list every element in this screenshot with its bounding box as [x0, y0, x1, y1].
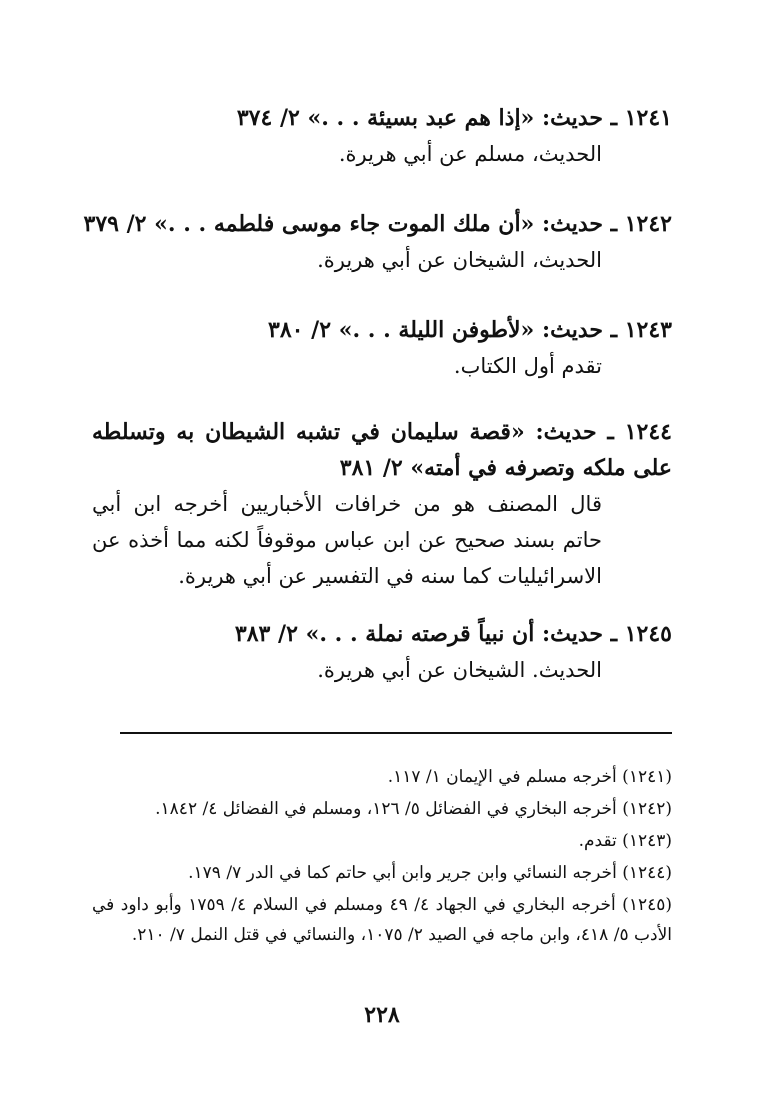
entry-text: الحديث، مسلم عن أبي هريرة.: [338, 142, 602, 166]
entry-text: الحديث، الشيخان عن أبي هريرة.: [317, 248, 602, 272]
footnotes: [92, 762, 672, 952]
entry-text: قال المصنف هو من خرافات الأخباريين أخرجه ابن أبي حاتم بسند صحيح عن ابن عباس موقوفاً لكنه مما أخذه عن الاسرائيليات كما سنه في التفسير عن أبي هريرة.: [92, 492, 602, 588]
entry-heading: ١٢٤١ ـ حديث: «إذا هم عبد بسيئة . . .» ٢/ ٣٧٤: [236, 105, 672, 131]
footnote-1245: (١٢٤٥) أخرجه البخاري في الجهاد ٤/ ٤٩ ومسلم في السلام ٤/ ١٧٥٩ وأبو داود في الأدب ٥/ ٤١٨، وابن ماجه في الصيد ٢/ ١٠٧٥، والنسائي في قتل النمل ٧/ ٢١٠.: [92, 895, 672, 945]
entry-text: الحديث. الشيخان عن أبي هريرة.: [317, 658, 602, 682]
hadith-entry-1245: [92, 616, 672, 688]
hadith-entry-1243: [92, 312, 672, 384]
footnote-divider: [120, 732, 672, 734]
page-number: ٢٢٨: [364, 1002, 400, 1028]
footnote-1241: (١٢٤١) أخرجه مسلم في الإيمان ١/ ١١٧.: [387, 767, 672, 787]
entry-heading: ١٢٤٤ ـ حديث: «قصة سليمان في تشبه الشيطان به وتسلطه على ملكه وتصرفه في أمته» ٢/ ٣٨١: [92, 419, 672, 481]
footnote-1242: (١٢٤٢) أخرجه البخاري في الفضائل ٥/ ١٢٦، ومسلم في الفضائل ٤/ ١٨٤٢.: [155, 799, 672, 819]
entry-heading: ١٢٤٢ ـ حديث: «أن ملك الموت جاء موسى فلطمه . . .» ٢/ ٣٧٩: [83, 211, 672, 237]
entry-heading: ١٢٤٥ ـ حديث: أن نبياً قرصته نملة . . .» ٢/ ٣٨٣: [234, 621, 672, 647]
entry-heading: ١٢٤٣ ـ حديث: «لأطوفن الليلة . . .» ٢/ ٣٨٠: [268, 317, 672, 343]
hadith-entry-1242: [83, 206, 672, 278]
footnote-1244: (١٢٤٤) أخرجه النسائي وابن جرير وابن أبي حاتم كما في الدر ٧/ ١٧٩.: [188, 863, 672, 883]
hadith-entry-1244: [92, 414, 672, 594]
footnote-1243: (١٢٤٣) تقدم.: [578, 831, 672, 851]
entry-text: تقدم أول الكتاب.: [453, 354, 602, 378]
hadith-entry-1241: [92, 100, 672, 172]
